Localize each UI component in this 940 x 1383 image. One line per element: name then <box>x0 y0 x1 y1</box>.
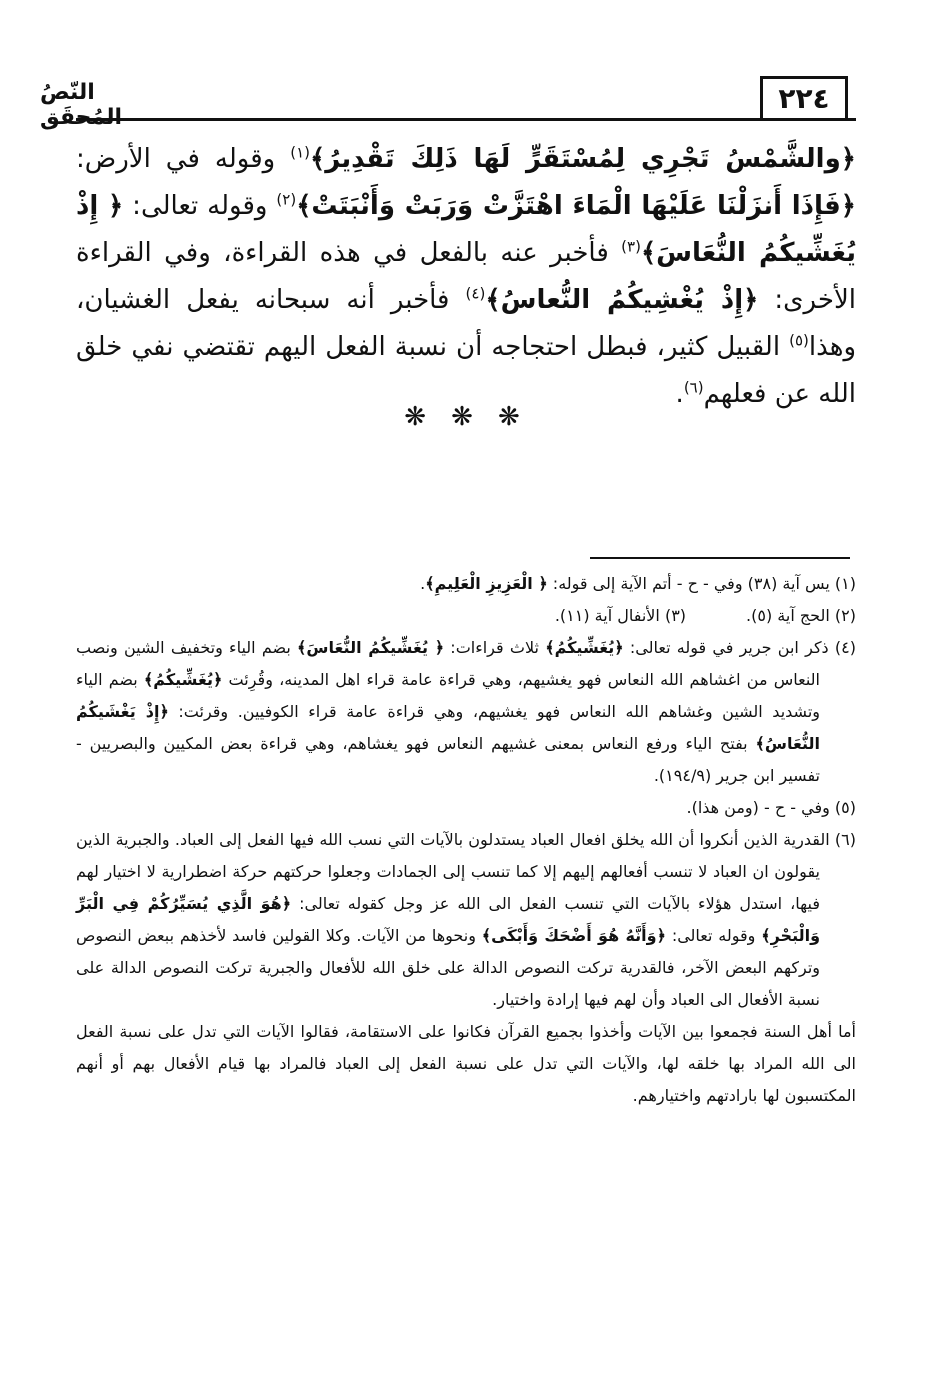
text-run: وقوله تعالى: <box>123 191 277 221</box>
main-text <box>76 136 856 418</box>
text-run: فأخبر عنه بالفعل في هذه القراءة، وفي القراءة الأخرى: <box>76 238 856 315</box>
footnote-text: وقوله تعالى: <box>666 926 762 945</box>
text-run: القبيل كثير، فبطل احتجاجه أن نسبة الفعل اليهم تقتضي نفي خلق الله عن فعلهم <box>76 332 856 409</box>
text-run: فأخبر أنه سبحانه يفعل الغشيان، وهذا <box>76 285 856 362</box>
quran-verse: ﴿هُوَ الَّذِي يُسَيِّرُكُمْ فِي الْبَرِّ وَالْبَحْرِ﴾ <box>76 894 821 945</box>
text-run: . <box>675 379 684 409</box>
footnote-text: (٤) ذكر ابن جرير في قوله تعالى: <box>623 638 856 657</box>
quran-verse: ﴿يُغَشِّيكُمُ﴾ <box>143 670 223 689</box>
footnote-4 <box>76 632 856 792</box>
footnotes <box>76 568 856 1112</box>
footnote-pair <box>76 600 856 632</box>
footnote-text: ونحوها من الآيات. وكلا القولين فاسد لأخذهم ببعض النصوص وتركهم البعض الآخر، فالقدرية تركت النصوص الدالة على خلق الله للأفعال والجبرية تركت النصوص الدالة على نسبة الأفعال الى العباد وأن لهم فيها إرادة واختيار. <box>76 926 820 1009</box>
quran-verse: ﴿إِذْ يَغْشَيكُمُ النُّعَاسُ﴾ <box>76 702 820 753</box>
section-separator: ❋ ❋ ❋ <box>404 402 528 432</box>
footnote-ref: (٥) <box>789 331 809 350</box>
footnote-text: (١) يس آية (٣٨) وفي - ح - أتم الآية إلى قوله: <box>547 574 856 593</box>
footnote-ref: (٦) <box>683 378 704 397</box>
footnote-text: بضم الياء وتشديد الشين وغشاهم الله النعاس فهو يغشيهم، وهي قراءة عامة قراء الكوفيين. وقرئت: <box>76 670 821 721</box>
footnote-rule <box>590 557 850 559</box>
page-number: ٢٢٤ <box>760 76 848 118</box>
quran-verse: ﴿فَإِذَا أَنزَلْنَا عَلَيْهَا الْمَاءَ اهْتَزَّتْ وَرَبَتْ وَأَنْبَتَتْ﴾ <box>296 191 857 221</box>
footnote-ref: (٢) <box>276 190 297 209</box>
quran-verse: ﴿وَأَنَّهُ هُوَ أَضْحَكَ وَأَبْكَى﴾ <box>481 926 666 945</box>
footnote-text: بفتح الياء ورفع النعاس بمعنى غشيهم النعاس فهو يغشاهم، وهي قراءة بعض المكيين والبصريين - تفسير ابن جرير (١٩٤/٩). <box>76 734 820 785</box>
footnote-text: (٦) القدرية الذين أنكروا أن الله يخلق افعال العباد يستدلون بالآيات التي نسب الله فيها الفعل إلى العباد. والجبرية الذين يقولون ان العباد لا تنسب أفعالهم إليهم إلا كما تنسب إلى الجمادات وجعلوا حركتهم حركة اضطرارية لا اختيار لهم فيها، استدل هؤلاء بالآيات التي تنسب الفعل الى الله عز وجل كقوله تعالى: <box>76 830 856 913</box>
footnote-text: ثلاث قراءات: <box>444 638 546 657</box>
footnote-text: بضم الياء وتخفيف الشين ونصب النعاس من اغشاهم الله النعاس فهو يغشيهم، وهي قراءة عامة قراء اهل المدينه، وقُرِئت <box>76 638 820 689</box>
footnote-6 <box>76 824 856 1016</box>
quran-verse: ﴿ يُغَشِّيكُمُ النُّعَاسَ﴾ <box>297 638 445 657</box>
quran-verse: ﴿ إِذْ يُغَشِّيكُمُ النُّعَاسَ﴾ <box>76 191 856 268</box>
header-rule <box>76 118 856 121</box>
footnote-text: . <box>420 574 426 593</box>
footnote-1 <box>76 568 856 600</box>
running-title: النّصُ المُحقَق <box>40 80 123 130</box>
main-paragraph <box>76 136 856 418</box>
text-run: وقوله في الأرض: <box>76 144 291 174</box>
footnote-ref: (١) <box>290 143 310 162</box>
footnote-3: (٣) الأنفال آية (١١). <box>554 606 687 625</box>
quran-verse: ﴿والشَّمْسُ تَجْرِي لِمُسْتَقَرٍّ لَهَا ذَلِكَ تَقْدِيرُ﴾ <box>309 144 856 174</box>
footnote-2: (٢) الحج آية (٥). <box>746 606 856 625</box>
footnote-5: (٥) وفي - ح - (ومن هذا). <box>686 798 856 817</box>
quran-verse: ﴿ الْعَزِيزِ الْعَلِيمِ﴾ <box>425 574 548 593</box>
footnote-ref: (٤) <box>465 284 486 303</box>
quran-verse: ﴿يُغَشِّيكُمُ﴾ <box>545 638 624 657</box>
footnote-ref: (٣) <box>621 237 641 256</box>
quran-verse: ﴿إِذْ يُغْشِيكُمُ النُّعاسُ﴾ <box>485 285 759 315</box>
footnote-closing: أما أهل السنة فجمعوا بين الآيات وأخذوا بجميع القرآن فكانوا على الاستقامة، فقالوا الآيات التي تدل على نسبة الفعل الى الله المراد بها خلقه لها، والآيات التي تدل على نسبة الفعل إلى العباد فالمراد بها قيام الأفعال بهم أو أنهم المكتسبون لها بارادتهم واختيارهم. <box>76 1022 856 1105</box>
